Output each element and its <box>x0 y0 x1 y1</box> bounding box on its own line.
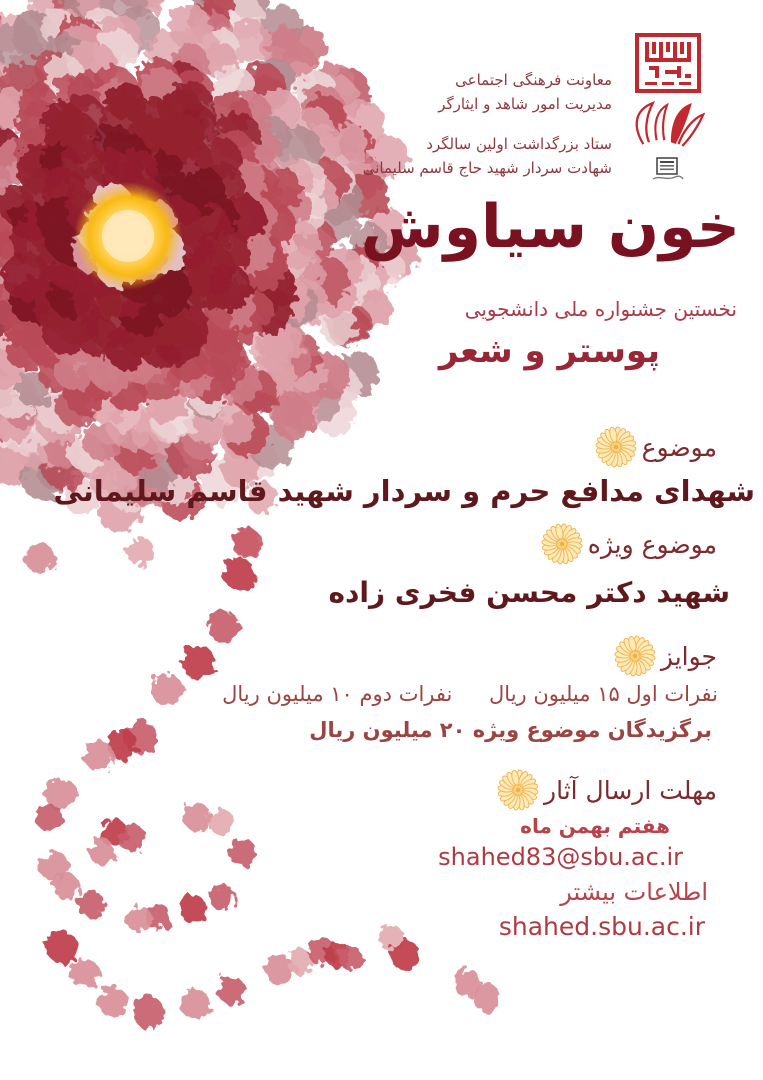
topic-body: شهدای مدافع حرم و سردار شهید قاسم سلیمانی <box>53 474 755 508</box>
section-topic-heading-row <box>595 426 717 468</box>
special-topic-body: شهید دکتر محسن فخری زاده <box>328 576 730 609</box>
section-special-heading-row <box>541 523 717 565</box>
deadline-date: هفتم بهمن ماه <box>520 814 670 838</box>
org-line: معاونت فرهنگی اجتماعی <box>455 71 612 89</box>
flower-bullet-icon <box>497 769 539 811</box>
topic-heading: موضوع <box>641 432 717 462</box>
prizes-heading: جوایز <box>660 641 717 671</box>
section-prizes-heading-row <box>614 635 717 677</box>
section-deadline-heading-row <box>497 769 717 811</box>
header-org-block <box>363 68 612 180</box>
committee-line: شهادت سردار شهید حاج قاسم سلیمانی <box>362 159 612 177</box>
flower-bullet-icon <box>595 426 637 468</box>
special-heading: موضوع ویژه <box>587 529 717 559</box>
tulip-logo-icon <box>628 100 708 150</box>
prize-first: نفرات اول ۱۵ میلیون ریال <box>489 682 718 706</box>
more-info-label: اطلاعات بیشتر <box>560 878 708 906</box>
prize-second: نفرات دوم ۱۰ میلیون ریال <box>222 682 453 706</box>
festival-category: پوستر و شعر <box>438 331 660 371</box>
deadline-heading: مهلت ارسال آثار <box>544 775 717 805</box>
email-address: shahed83@sbu.ac.ir <box>438 843 683 871</box>
org-line: مدیریت امور شاهد و ایثارگر <box>438 95 612 113</box>
header-logo-column <box>631 33 705 185</box>
flower-bullet-icon <box>541 523 583 565</box>
committee-line: ستاد بزرگداشت اولین سالگرد <box>426 135 612 153</box>
university-seal-icon <box>635 33 701 93</box>
festival-title: خون سیاوش <box>360 192 740 262</box>
website-address: shahed.sbu.ac.ir <box>498 912 705 941</box>
prize-line-first-second <box>222 682 718 706</box>
flower-bullet-icon <box>614 635 656 677</box>
prize-line-special: برگزیدگان موضوع ویژه ۲۰ میلیون ریال <box>309 718 712 742</box>
foundation-stamp-icon <box>651 157 685 185</box>
festival-subtitle: نخستین جشنواره ملی دانشجویی <box>464 297 737 321</box>
